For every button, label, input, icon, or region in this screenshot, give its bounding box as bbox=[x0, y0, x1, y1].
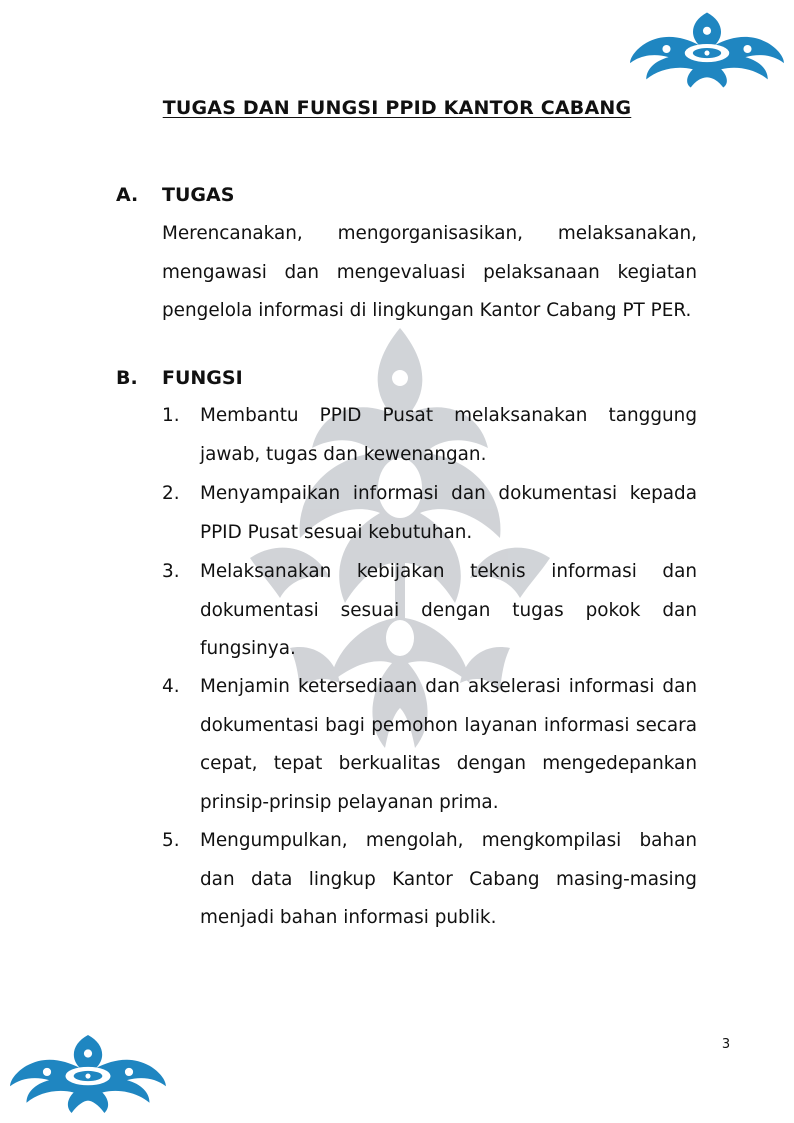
batik-ornament-icon bbox=[626, 6, 788, 92]
section-b-heading: FUNGSI bbox=[162, 367, 243, 389]
section-a-heading: TUGAS bbox=[162, 184, 235, 206]
list-item-text: Menyampaikan informasi dan dokumentasi kepada PPID Pusat sesuai kebutuhan. bbox=[200, 483, 697, 543]
list-item-text: Melaksanakan kebijakan teknis informasi dan dokumentasi sesuai dengan tugas pokok dan fungsinya. bbox=[200, 561, 697, 660]
list-item-number: 4. bbox=[162, 676, 180, 697]
list-item-number: 5. bbox=[162, 830, 180, 851]
list-item-text: Menjamin ketersediaan dan akselerasi informasi dan dokumentasi bagi pemohon layanan informasi secara cepat, tepat berkualitas dengan mengedepankan prinsip-prinsip pelayanan prima. bbox=[200, 676, 697, 813]
list-item-text: Mengumpulkan, mengolah, mengkompilasi bahan dan data lingkup Kantor Cabang masing-masing menjadi bahan informasi publik. bbox=[200, 830, 697, 929]
section-b-letter: B. bbox=[116, 367, 138, 389]
list-item-number: 1. bbox=[162, 405, 180, 426]
list-item-number: 2. bbox=[162, 483, 180, 504]
list-item-number: 3. bbox=[162, 561, 180, 582]
section-a-letter: A. bbox=[116, 184, 139, 206]
batik-ornament-icon bbox=[6, 1030, 170, 1118]
page-number: 3 bbox=[721, 1037, 731, 1052]
page-title: TUGAS DAN FUNGSI PPID KANTOR CABANG bbox=[162, 97, 632, 119]
section-a-text: Merencanakan, mengorganisasikan, melaksanakan, mengawasi dan mengevaluasi pelaksanaan kegiatan pengelola informasi di lingkungan Kantor Cabang PT PER. bbox=[162, 223, 697, 322]
list-item-text: Membantu PPID Pusat melaksanakan tanggung jawab, tugas dan kewenangan. bbox=[200, 405, 697, 465]
